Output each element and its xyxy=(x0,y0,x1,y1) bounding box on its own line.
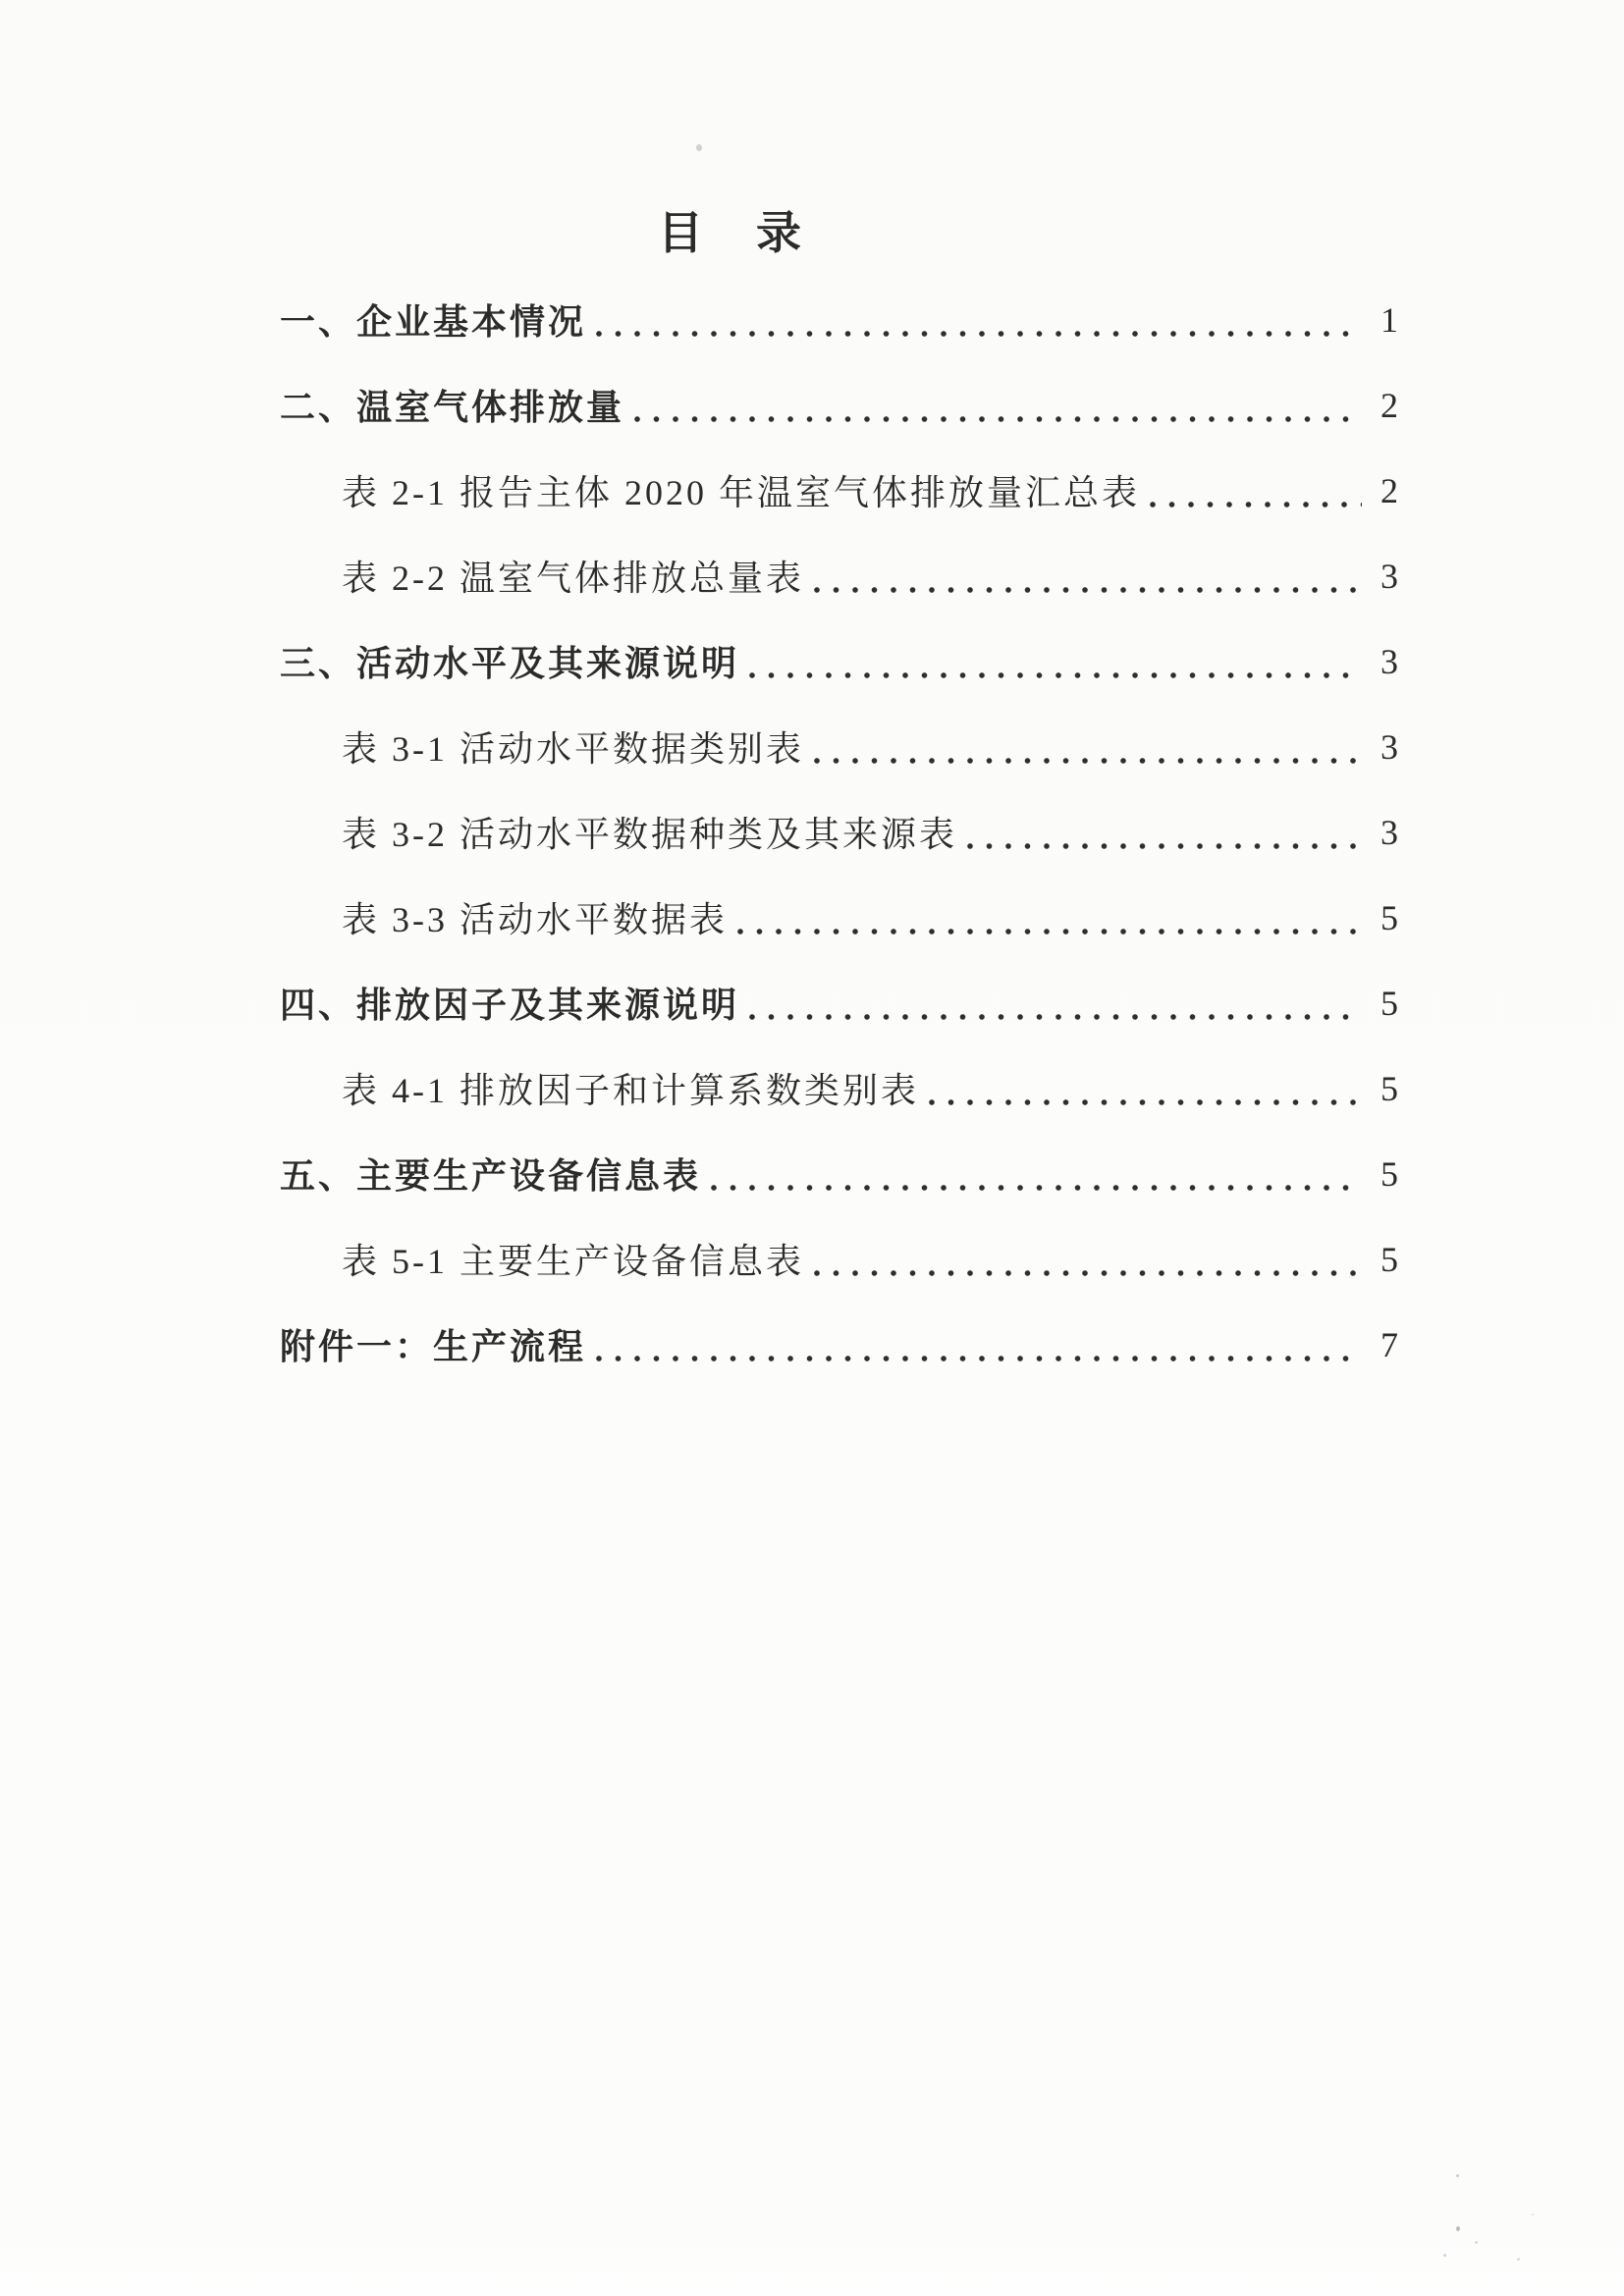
toc-page-number: 3 xyxy=(1380,812,1398,852)
toc-entry xyxy=(280,1131,1411,1216)
toc-entry xyxy=(280,704,1411,789)
scan-speck xyxy=(1517,2258,1520,2261)
toc-title: 目 录 xyxy=(658,208,805,258)
toc-page-number: 5 xyxy=(1380,1068,1398,1108)
toc-dot-leader xyxy=(749,670,1362,680)
toc-dot-leader xyxy=(814,756,1362,766)
toc-page-number: 5 xyxy=(1380,983,1398,1023)
toc-entry-label: 三、活动水平及其来源说明 xyxy=(280,644,740,683)
scan-speck xyxy=(1475,2241,1478,2244)
toc-entry-label: 表 2-1 报告主体 2020 年温室气体排放量汇总表 xyxy=(342,473,1140,512)
toc-entry xyxy=(280,362,1411,448)
toc-entry xyxy=(280,448,1411,533)
toc-page-number: 3 xyxy=(1380,641,1398,681)
toc-entry-label: 表 2-2 温室气体排放总量表 xyxy=(342,559,804,598)
toc-page-number: 2 xyxy=(1380,470,1398,510)
toc-entry-label: 一、企业基本情况 xyxy=(280,302,587,342)
scan-speck xyxy=(1532,2214,1534,2216)
toc-dot-leader xyxy=(814,585,1362,595)
toc-page-number: 5 xyxy=(1380,897,1398,937)
toc-dot-leader xyxy=(1150,500,1362,509)
toc-page-number: 5 xyxy=(1380,1239,1398,1279)
toc-entry xyxy=(280,1302,1411,1387)
toc-page-number: 1 xyxy=(1380,299,1398,340)
toc-dot-leader xyxy=(929,1097,1362,1107)
toc-entry-label: 四、排放因子及其来源说明 xyxy=(280,986,740,1025)
toc-entry xyxy=(280,960,1411,1045)
toc-page-number: 5 xyxy=(1380,1153,1398,1194)
toc-entry-label: 表 3-1 活动水平数据类别表 xyxy=(342,729,804,769)
scan-speck xyxy=(1456,2226,1460,2231)
toc-entry xyxy=(280,618,1411,704)
toc-dot-leader xyxy=(596,329,1362,339)
scan-speck xyxy=(1443,2254,1446,2257)
toc-entry-label: 表 3-3 活动水平数据表 xyxy=(342,900,728,939)
toc-entry-label: 五、主要生产设备信息表 xyxy=(280,1156,702,1196)
table-of-contents xyxy=(280,208,1411,1387)
scan-speck xyxy=(1456,2174,1459,2177)
toc-page-number: 3 xyxy=(1380,556,1398,596)
toc-dot-leader xyxy=(711,1183,1362,1193)
scan-speck xyxy=(696,144,702,151)
toc-page-number: 7 xyxy=(1380,1324,1398,1364)
toc-dot-leader xyxy=(814,1268,1362,1278)
toc-entry xyxy=(280,1216,1411,1302)
toc-page-number: 3 xyxy=(1380,726,1398,767)
toc-entry xyxy=(280,533,1411,618)
toc-dot-leader xyxy=(634,414,1362,424)
toc-entry-label: 二、温室气体排放量 xyxy=(280,388,625,427)
toc-dot-leader xyxy=(596,1354,1362,1363)
toc-page-number: 2 xyxy=(1380,385,1398,425)
toc-entry xyxy=(280,277,1411,362)
toc-entry-label: 附件一：生产流程 xyxy=(280,1327,587,1366)
toc-entry xyxy=(280,875,1411,960)
toc-entry-label: 表 5-1 主要生产设备信息表 xyxy=(342,1242,804,1281)
toc-dot-leader xyxy=(749,1012,1362,1022)
toc-entry xyxy=(280,789,1411,875)
toc-list xyxy=(280,277,1411,1387)
toc-entry-label: 表 4-1 排放因子和计算系数类别表 xyxy=(342,1071,919,1110)
toc-entry xyxy=(280,1045,1411,1131)
toc-entry-label: 表 3-2 活动水平数据种类及其来源表 xyxy=(342,815,957,854)
toc-dot-leader xyxy=(737,927,1362,936)
toc-dot-leader xyxy=(967,841,1362,851)
